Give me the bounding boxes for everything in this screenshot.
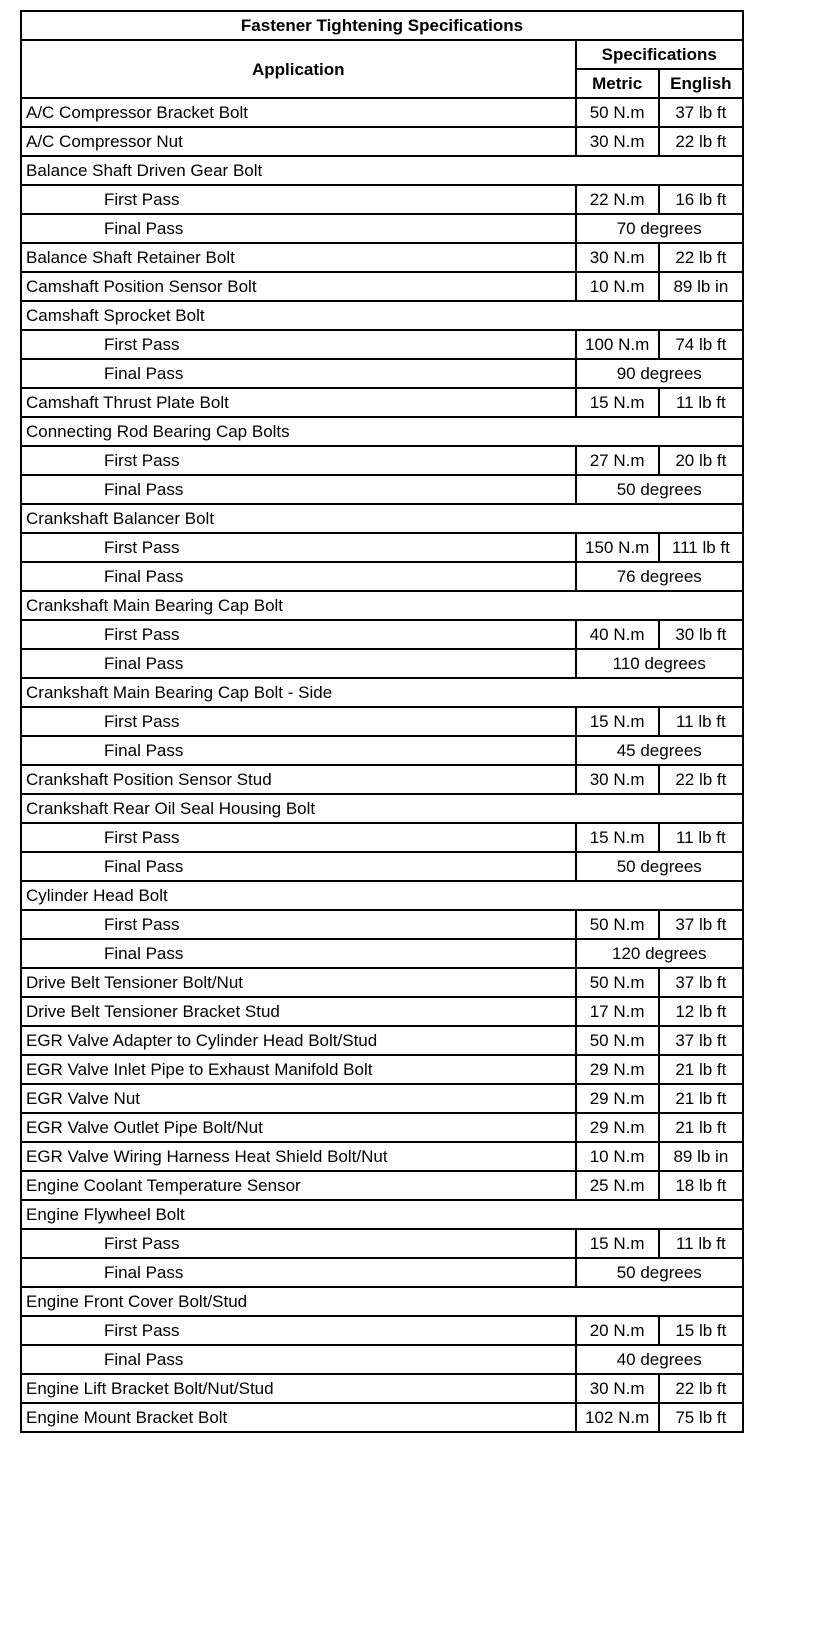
metric-value: 15 N.m [576, 707, 659, 736]
table-row [21, 968, 743, 997]
pass-label: First Pass [21, 910, 576, 939]
table-row [21, 1229, 743, 1258]
table-row [21, 1200, 743, 1229]
table-row [21, 127, 743, 156]
table-row [21, 185, 743, 214]
pass-label: First Pass [21, 707, 576, 736]
pass-label: Final Pass [21, 649, 576, 678]
english-value: 22 lb ft [659, 243, 743, 272]
application-label: Crankshaft Rear Oil Seal Housing Bolt [21, 794, 743, 823]
metric-value: 29 N.m [576, 1113, 659, 1142]
pass-label: Final Pass [21, 359, 576, 388]
angle-value: 120 degrees [576, 939, 743, 968]
pass-label: Final Pass [21, 939, 576, 968]
table-row [21, 823, 743, 852]
metric-value: 15 N.m [576, 388, 659, 417]
pass-label: Final Pass [21, 1258, 576, 1287]
application-label: EGR Valve Outlet Pipe Bolt/Nut [21, 1113, 576, 1142]
pass-label: First Pass [21, 446, 576, 475]
english-value: 75 lb ft [659, 1403, 743, 1432]
application-label: EGR Valve Adapter to Cylinder Head Bolt/Stud [21, 1026, 576, 1055]
english-value: 11 lb ft [659, 1229, 743, 1258]
table-row [21, 359, 743, 388]
table-row [21, 1142, 743, 1171]
application-label: Camshaft Thrust Plate Bolt [21, 388, 576, 417]
table-row [21, 475, 743, 504]
application-label: A/C Compressor Nut [21, 127, 576, 156]
english-value: 37 lb ft [659, 1026, 743, 1055]
english-value: 20 lb ft [659, 446, 743, 475]
application-label: Balance Shaft Retainer Bolt [21, 243, 576, 272]
table-row [21, 1113, 743, 1142]
application-label: Engine Flywheel Bolt [21, 1200, 743, 1229]
application-label: Camshaft Sprocket Bolt [21, 301, 743, 330]
pass-label: First Pass [21, 620, 576, 649]
english-value: 11 lb ft [659, 388, 743, 417]
metric-value: 10 N.m [576, 272, 659, 301]
table-row [21, 388, 743, 417]
metric-header: Metric [576, 69, 659, 98]
english-value: 11 lb ft [659, 707, 743, 736]
angle-value: 50 degrees [576, 475, 743, 504]
pass-label: First Pass [21, 330, 576, 359]
table-row [21, 997, 743, 1026]
metric-value: 30 N.m [576, 1374, 659, 1403]
english-value: 22 lb ft [659, 765, 743, 794]
english-value: 111 lb ft [659, 533, 743, 562]
metric-value: 10 N.m [576, 1142, 659, 1171]
table-row [21, 939, 743, 968]
pass-label: Final Pass [21, 214, 576, 243]
table-row [21, 1374, 743, 1403]
angle-value: 110 degrees [576, 649, 743, 678]
english-value: 18 lb ft [659, 1171, 743, 1200]
pass-label: First Pass [21, 1229, 576, 1258]
application-label: Drive Belt Tensioner Bracket Stud [21, 997, 576, 1026]
metric-value: 30 N.m [576, 243, 659, 272]
table-row [21, 156, 743, 185]
metric-value: 50 N.m [576, 968, 659, 997]
application-label: A/C Compressor Bracket Bolt [21, 98, 576, 127]
angle-value: 76 degrees [576, 562, 743, 591]
application-label: Engine Mount Bracket Bolt [21, 1403, 576, 1432]
specifications-header: Specifications [576, 40, 743, 69]
table-row [21, 1171, 743, 1200]
table-row [21, 504, 743, 533]
metric-value: 102 N.m [576, 1403, 659, 1432]
application-label: Engine Coolant Temperature Sensor [21, 1171, 576, 1200]
table-row [21, 1345, 743, 1374]
table-row [21, 591, 743, 620]
angle-value: 70 degrees [576, 214, 743, 243]
metric-value: 20 N.m [576, 1316, 659, 1345]
metric-value: 15 N.m [576, 1229, 659, 1258]
application-label: Crankshaft Main Bearing Cap Bolt [21, 591, 743, 620]
angle-value: 50 degrees [576, 852, 743, 881]
table-row [21, 272, 743, 301]
english-value: 21 lb ft [659, 1113, 743, 1142]
angle-value: 40 degrees [576, 1345, 743, 1374]
metric-value: 150 N.m [576, 533, 659, 562]
english-value: 21 lb ft [659, 1055, 743, 1084]
application-label: Cylinder Head Bolt [21, 881, 743, 910]
pass-label: First Pass [21, 1316, 576, 1345]
english-value: 37 lb ft [659, 98, 743, 127]
pass-label: Final Pass [21, 1345, 576, 1374]
english-value: 37 lb ft [659, 968, 743, 997]
table-row [21, 707, 743, 736]
spec-sheet [20, 10, 744, 1433]
pass-label: First Pass [21, 533, 576, 562]
metric-value: 29 N.m [576, 1084, 659, 1113]
application-label: EGR Valve Nut [21, 1084, 576, 1113]
table-row [21, 649, 743, 678]
application-label: Crankshaft Position Sensor Stud [21, 765, 576, 794]
table-title: Fastener Tightening Specifications [21, 11, 743, 40]
english-value: 11 lb ft [659, 823, 743, 852]
metric-value: 27 N.m [576, 446, 659, 475]
table-row [21, 417, 743, 446]
table-row [21, 1316, 743, 1345]
metric-value: 30 N.m [576, 127, 659, 156]
metric-value: 25 N.m [576, 1171, 659, 1200]
application-label: Crankshaft Balancer Bolt [21, 504, 743, 533]
pass-label: First Pass [21, 185, 576, 214]
english-value: 89 lb in [659, 272, 743, 301]
english-value: 21 lb ft [659, 1084, 743, 1113]
table-row [21, 330, 743, 359]
english-header: English [659, 69, 743, 98]
angle-value: 90 degrees [576, 359, 743, 388]
table-row [21, 1258, 743, 1287]
angle-value: 45 degrees [576, 736, 743, 765]
english-value: 12 lb ft [659, 997, 743, 1026]
application-label: EGR Valve Inlet Pipe to Exhaust Manifold Bolt [21, 1055, 576, 1084]
table-row [21, 765, 743, 794]
english-value: 22 lb ft [659, 1374, 743, 1403]
pass-label: Final Pass [21, 475, 576, 504]
table-row [21, 98, 743, 127]
pass-label: First Pass [21, 823, 576, 852]
table-row [21, 301, 743, 330]
english-value: 22 lb ft [659, 127, 743, 156]
metric-value: 15 N.m [576, 823, 659, 852]
table-row [21, 1055, 743, 1084]
table-row [21, 736, 743, 765]
english-value: 16 lb ft [659, 185, 743, 214]
table-row [21, 678, 743, 707]
pass-label: Final Pass [21, 852, 576, 881]
table-row [21, 562, 743, 591]
table-row [21, 1287, 743, 1316]
table-row [21, 852, 743, 881]
english-value: 74 lb ft [659, 330, 743, 359]
table-row [21, 910, 743, 939]
metric-value: 17 N.m [576, 997, 659, 1026]
metric-value: 40 N.m [576, 620, 659, 649]
metric-value: 22 N.m [576, 185, 659, 214]
metric-value: 29 N.m [576, 1055, 659, 1084]
pass-label: Final Pass [21, 736, 576, 765]
metric-value: 50 N.m [576, 1026, 659, 1055]
application-label: Crankshaft Main Bearing Cap Bolt - Side [21, 678, 743, 707]
title-row [21, 11, 743, 40]
english-value: 15 lb ft [659, 1316, 743, 1345]
header-row [21, 40, 743, 69]
table-row [21, 881, 743, 910]
english-value: 37 lb ft [659, 910, 743, 939]
application-label: Engine Lift Bracket Bolt/Nut/Stud [21, 1374, 576, 1403]
application-label: Engine Front Cover Bolt/Stud [21, 1287, 743, 1316]
application-label: Connecting Rod Bearing Cap Bolts [21, 417, 743, 446]
table-row [21, 794, 743, 823]
table-row [21, 1403, 743, 1432]
metric-value: 30 N.m [576, 765, 659, 794]
application-label: EGR Valve Wiring Harness Heat Shield Bolt/Nut [21, 1142, 576, 1171]
english-value: 89 lb in [659, 1142, 743, 1171]
fastener-spec-table [20, 10, 744, 1433]
spec-body [21, 98, 743, 1432]
angle-value: 50 degrees [576, 1258, 743, 1287]
metric-value: 50 N.m [576, 910, 659, 939]
application-header: Application [21, 40, 576, 98]
table-row [21, 214, 743, 243]
table-row [21, 1026, 743, 1055]
table-row [21, 243, 743, 272]
table-row [21, 533, 743, 562]
application-label: Camshaft Position Sensor Bolt [21, 272, 576, 301]
application-label: Balance Shaft Driven Gear Bolt [21, 156, 743, 185]
english-value: 30 lb ft [659, 620, 743, 649]
table-row [21, 1084, 743, 1113]
metric-value: 100 N.m [576, 330, 659, 359]
metric-value: 50 N.m [576, 98, 659, 127]
application-label: Drive Belt Tensioner Bolt/Nut [21, 968, 576, 997]
table-row [21, 620, 743, 649]
pass-label: Final Pass [21, 562, 576, 591]
table-row [21, 446, 743, 475]
